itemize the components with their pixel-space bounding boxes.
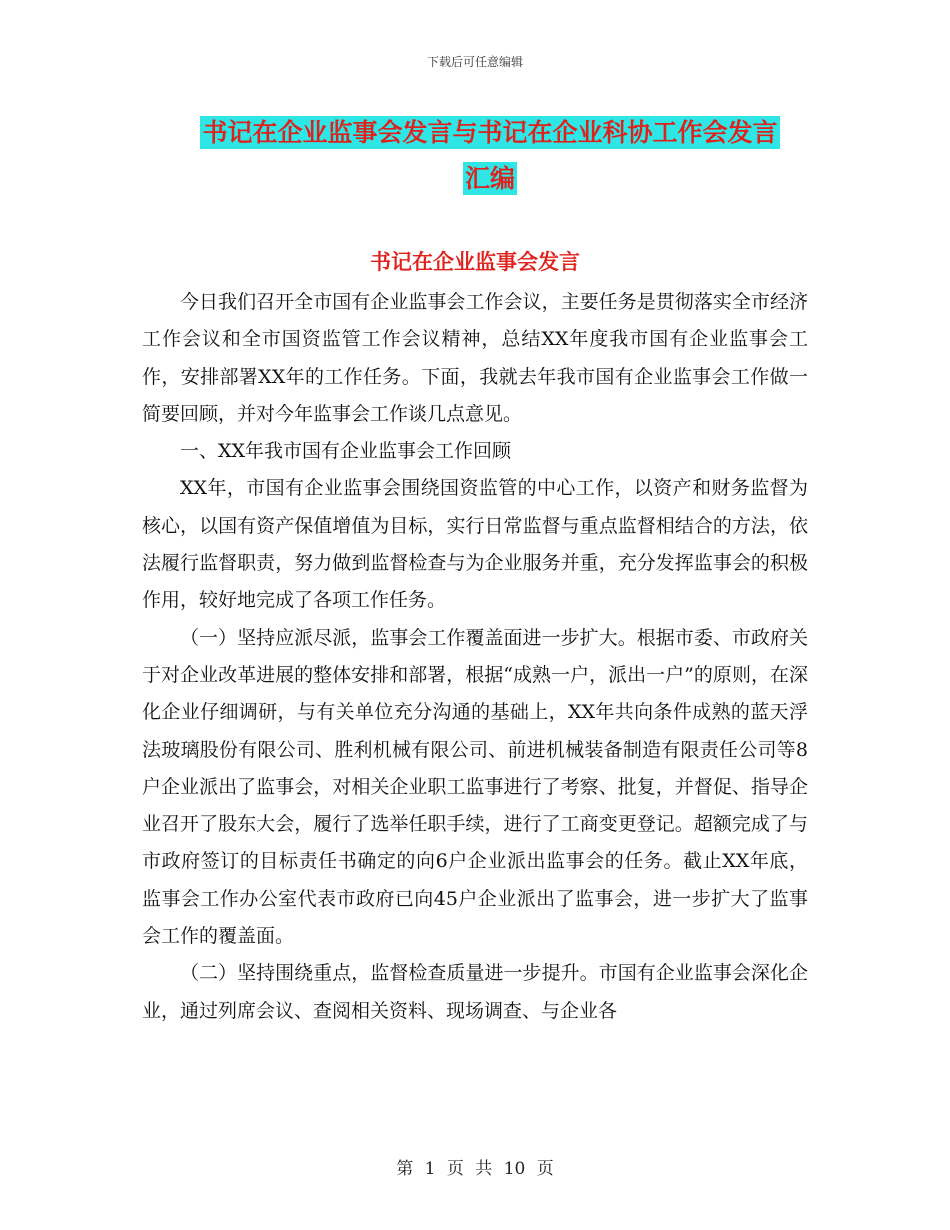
page-header-note: 下载后可任意编辑 [426, 55, 523, 69]
page-footer-number: 第 1 页 共 10 页 [396, 1159, 554, 1179]
paragraph: （二）坚持围绕重点，监督检查质量进一步提升。市国有企业监事会深化企业，通过列席会议、查阅相关资料、现场调查、与企业各 [142, 962, 808, 1022]
paragraph: 今日我们召开全市国有企业监事会工作会议，主要任务是贯彻落实全市经济工作会议和全市国资监管工作会议精神，总结XX年度我市国有企业监事会工作，安排部署XX年的工作任务。下面，我就去年我市国有企业监事会工作做一简要回顾，并对今年监事会工作谈几点意见。 [142, 291, 808, 425]
paragraph: XX年，市国有企业监事会围绕国资监管的中心工作，以资产和财务监督为核心，以国有资产保值增值为目标，实行日常监督与重点监督相结合的方法，依法履行监督职责，努力做到监督检查与为企业服务并重，充分发挥监事会的积极作用，较好地完成了各项工作任务。 [142, 477, 808, 612]
section-title: 书记在企业监事会发言 [370, 250, 580, 274]
paragraph: （一）坚持应派尽派，监事会工作覆盖面进一步扩大。根据市委、市政府关于对企业改革进展的整体安排和部署，根据“成熟一户，派出一户”的原则，在深化企业仔细调研，与有关单位充分沟通的基础上，XX年共向条件成熟的蓝天浮法玻璃股份有限公司、胜利机械有限公司、前进机械装备制造有限责任公司等8户企业派出了监事会，对相关企业职工监事进行了考察、批复，并督促、指导企业召开了股东大会，履行了选举任职手续，进行了工商变更登记。超额完成了与市政府签订的目标责任书确定的向6户企业派出监事会的任务。截止XX年底，监事会工作办公室代表市政府已向45户企业派出了监事会，进一步扩大了监事会工作的覆盖面。 [142, 626, 808, 948]
document-title-line-2: 汇编 [464, 164, 515, 193]
paragraph-heading: 一、XX年我市国有企业监事会工作回顾 [180, 440, 512, 463]
document-body [142, 284, 808, 1030]
document-title [140, 110, 840, 202]
document-title-line-1: 书记在企业监事会发言与书记在企业科协工作会发言 [202, 118, 778, 147]
